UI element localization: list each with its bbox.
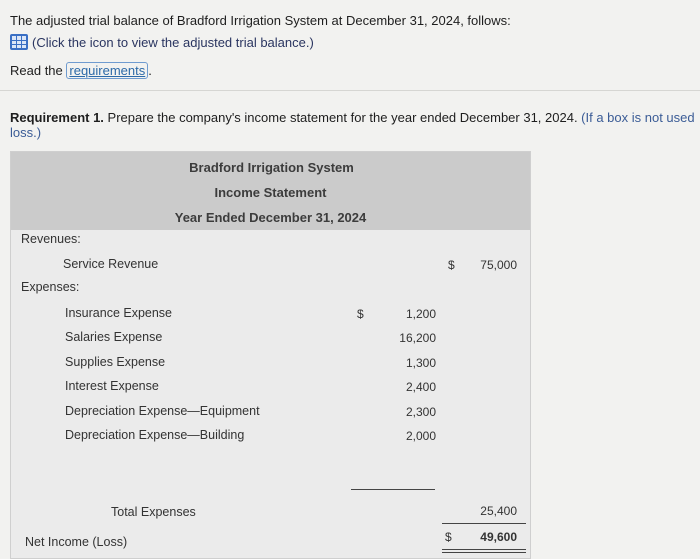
service-revenue-value[interactable]: 75,000 xyxy=(480,258,517,272)
intro-text: The adjusted trial balance of Bradford Irrigation System at December 31, 2024, follows: xyxy=(10,13,511,28)
requirement-1-text xyxy=(10,110,700,140)
expense-value-salaries[interactable]: 16,200 xyxy=(399,331,436,345)
net-income-double-line xyxy=(442,549,526,553)
total-expenses-value[interactable]: 25,400 xyxy=(480,504,517,518)
expense-label-supplies[interactable]: Supplies Expense xyxy=(65,355,166,369)
statement-header xyxy=(11,152,530,230)
trial-balance-link[interactable] xyxy=(10,34,314,50)
expense-value-insurance[interactable]: 1,200 xyxy=(405,307,436,321)
company-name: Bradford Irrigation System xyxy=(189,160,354,175)
read-suffix: . xyxy=(148,63,152,78)
expense-dollar-insurance: $ xyxy=(357,307,364,321)
net-income-dollar: $ xyxy=(445,530,452,544)
service-revenue-dollar: $ xyxy=(448,258,455,272)
expense-label-salaries[interactable]: Salaries Expense xyxy=(65,330,163,344)
expenses-label: Expenses: xyxy=(21,280,80,294)
statement-title: Income Statement xyxy=(214,185,327,200)
expense-label-interest[interactable]: Interest Expense xyxy=(65,379,159,393)
net-income-label[interactable]: Net Income (Loss) xyxy=(25,535,128,549)
requirement-label: Requirement 1. xyxy=(10,110,104,125)
revenues-label: Revenues: xyxy=(21,232,81,246)
requirement-body: Prepare the company's income statement for the year ended December 31, 2024. xyxy=(103,110,578,125)
table-grid-icon[interactable] xyxy=(10,34,28,50)
expense-label-depr-equipment[interactable]: Depreciation Expense—Equipment xyxy=(65,404,260,418)
total-expenses-line xyxy=(442,523,526,524)
requirement-note-cont: loss.) xyxy=(10,125,42,140)
read-requirements-row xyxy=(10,63,152,78)
section-divider xyxy=(0,90,700,91)
total-expenses-label[interactable]: Total Expenses xyxy=(111,505,196,519)
read-prefix: Read the xyxy=(10,63,63,78)
statement-period: Year Ended December 31, 2024 xyxy=(174,210,367,225)
expense-value-depr-equipment[interactable]: 2,300 xyxy=(405,405,436,419)
expense-label-insurance[interactable]: Insurance Expense xyxy=(65,306,173,320)
requirement-note: (If a box is not used xyxy=(577,110,695,125)
expense-value-interest[interactable]: 2,400 xyxy=(405,380,436,394)
expense-label-depr-building[interactable]: Depreciation Expense—Building xyxy=(65,428,245,442)
trial-balance-link-text[interactable]: (Click the icon to view the adjusted trial balance.) xyxy=(32,34,314,50)
service-revenue-label[interactable]: Service Revenue xyxy=(63,257,159,271)
income-statement xyxy=(10,151,531,559)
expense-value-supplies[interactable]: 1,300 xyxy=(405,356,436,370)
requirements-link[interactable]: requirements xyxy=(66,62,148,79)
expense-value-depr-building[interactable]: 2,000 xyxy=(405,429,436,443)
net-income-value[interactable]: 49,600 xyxy=(480,530,517,544)
expenses-subtotal-line xyxy=(351,489,435,490)
